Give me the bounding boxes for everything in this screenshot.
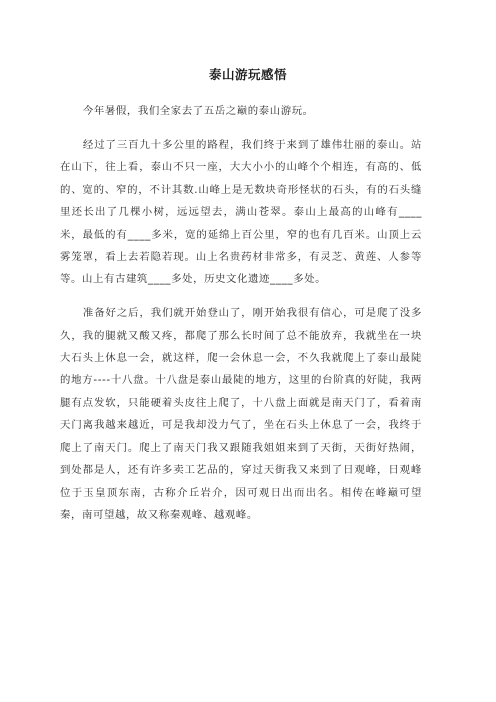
paragraph-mountain-description: 经过了三百九十多公里的路程，我们终于来到了雄伟壮丽的泰山。站在山下，往上看，泰山不只一座，大大小小的山峰个个相连，有高的、低的、宽的、窄的，不计其数.山峰上是无数块奇形怪状的石头，有的石头缝里还长出了几棵小树，远远望去，满山苍翠。泰山上最高的山峰有____米，最低的有____多米，宽的延绵上百公里，窄的也有几百米。山顶上云雾笼罩，看上去若隐若现。山上名贵药材非常多，有灵芝、黄莲、人参等等。山上有古建筑____多处，历史文化遗迹____多处。 <box>60 138 422 286</box>
paragraph-intro: 今年暑假，我们全家去了五岳之巅的泰山游玩。 <box>82 105 314 117</box>
document-title: 泰山游玩感悟 <box>208 67 287 82</box>
document-body <box>60 100 422 538</box>
paragraph-climbing: 准备好之后，我们就开始登山了，刚开始我很有信心，可是爬了没多久，我的腿就又酸又疼，都爬了那么长时间了总不能放弃，我就坐在一块大石头上休息一会，就这样，爬一会休息一会，不久我就爬上了泰山最陡的地方----十八盘。十八盘是泰山最陡的地方，这里的台阶真的好陡，我两腿有点发软，只能硬着头皮往上爬了，十八盘上面就是南天门了，看着南天门离我越来越近，可是我却没力气了，坐在石头上休息了一会，我终于爬上了南天门。爬上了南天门我又跟随我姐姐来到了天街，天街好热闹，到处都是人，还有许多卖工艺品的，穿过天街我又来到了日观峰，日观峰位于玉皇顶东南，古称介丘岩介，因可观日出而出名。相传在峰巅可望秦，南可望越，故又称秦观峰、越观峰。 <box>60 307 422 521</box>
